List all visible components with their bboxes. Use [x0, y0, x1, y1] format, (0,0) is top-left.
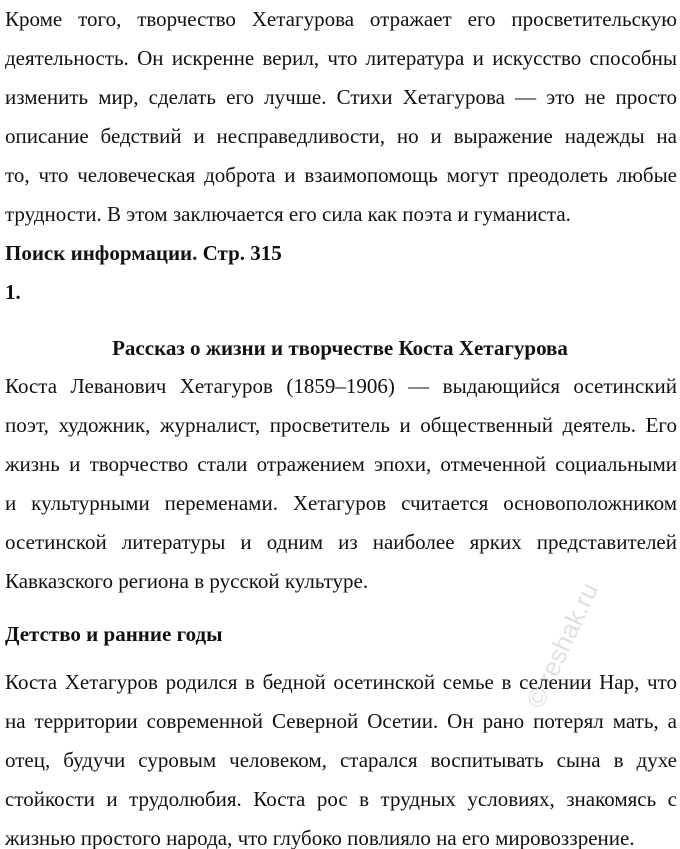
section-heading-search: Поиск информации. Стр. 315 — [5, 241, 282, 265]
text-line: Кавказского региона в русской культуре. — [5, 569, 369, 593]
text-line: Кроме того, творчество Хетагурова отражает его просветительскую — [5, 7, 677, 31]
text-line: Коста Хетагуров родился в бедной осетинской семье в селении Нар, что — [5, 670, 677, 694]
item-number: 1. — [5, 280, 21, 304]
text-line: описание бедствий и несправедливости, но и выражение надежды на — [5, 124, 677, 148]
text-line: и культурными переменами. Хетагуров считается основоположником — [5, 491, 677, 515]
text-line: Коста Леванович Хетагуров (1859–1906) — выдающийся осетинский — [5, 374, 677, 398]
text-line: осетинской литературы и одним из наиболее ярких представителей — [5, 530, 677, 554]
text-line: стойкости и трудолюбия. Коста рос в трудных условиях, знакомясь с — [5, 787, 677, 811]
text-line: поэт, художник, журналист, просветитель и общественный деятель. Его — [5, 413, 677, 437]
text-line: жизнью простого народа, что глубоко повлияло на его мировоззрение. — [5, 826, 635, 849]
text-line: отец, будучи суровым человеком, старался воспитывать сына в духе — [5, 748, 677, 772]
text-line: трудности. В этом заключается его сила как поэта и гуманиста. — [5, 202, 571, 226]
section-heading-childhood: Детство и ранние годы — [5, 622, 223, 646]
text-line: то, что человеческая доброта и взаимопомощь могут преодолеть любые — [5, 163, 677, 187]
watermark: © reshak.ru — [520, 577, 605, 713]
text-line: изменить мир, сделать его лучше. Стихи Хетагурова — это не просто — [5, 85, 677, 109]
text-line: деятельность. Он искренне верил, что литература и искусство способны — [5, 46, 677, 70]
story-title: Рассказ о жизни и творчестве Коста Хетагурова — [112, 336, 568, 360]
text-line: на территории современной Северной Осетии. Он рано потерял мать, а — [5, 709, 677, 733]
text-line: жизнь и творчество стали отражением эпохи, отмеченной социальными — [5, 452, 677, 476]
